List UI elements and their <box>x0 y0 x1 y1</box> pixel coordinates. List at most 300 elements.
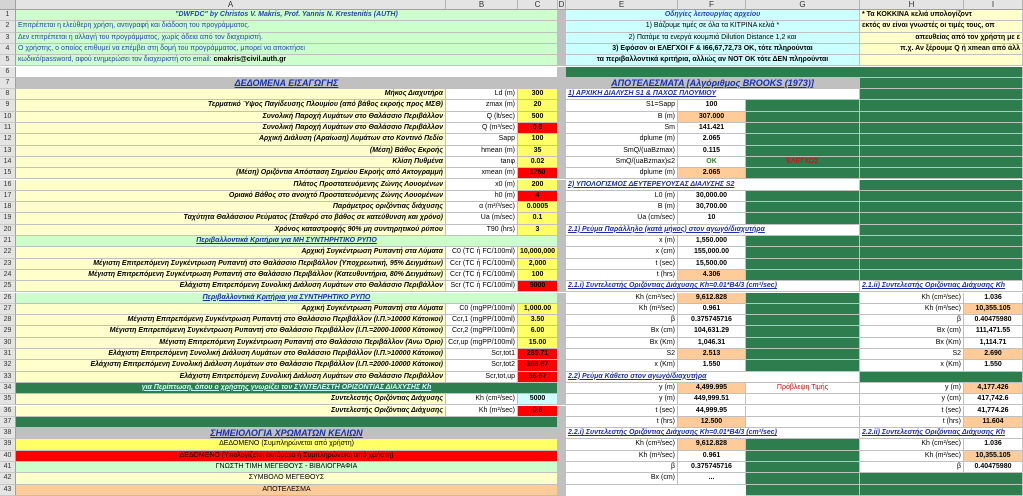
crit1-row-4-value[interactable]: 5000 <box>518 281 558 292</box>
input-row-10-value[interactable]: 4 <box>518 191 558 202</box>
license-contact <box>16 55 558 66</box>
row-header-29[interactable]: 29 <box>0 326 16 337</box>
column-header-h[interactable]: H <box>860 0 964 10</box>
crit2-row-4-value[interactable]: 15.00 <box>518 338 558 349</box>
spacer-cell <box>558 67 566 78</box>
s1-row-1-symbol: S1=Sapp <box>566 100 678 111</box>
input-row-13-value[interactable]: 3 <box>518 225 558 236</box>
input-row-6-label: (Μέση) Βάθος Εκροής <box>16 146 446 157</box>
s22i-row-3-symbol: β <box>566 462 678 473</box>
row-header-43[interactable]: 43 <box>0 485 16 496</box>
s22-row-1-value: 4,499.995 <box>678 383 746 394</box>
spacer-cell <box>558 383 566 394</box>
s21-row-1-symbol: x (m) <box>566 236 678 247</box>
sheet-row-38 <box>16 428 1023 439</box>
sheet-row-35 <box>16 394 1023 405</box>
crit1-row-4-symbol: Scr (TC ή FC/100ml) <box>446 281 518 292</box>
right-green <box>860 180 1023 191</box>
result-gap <box>746 270 860 281</box>
note-line-2: εκτός αν είναι γνωστές οι τιμές τους, οπ <box>860 21 1023 32</box>
row-header-34[interactable]: 34 <box>0 383 16 394</box>
input-row-1-label: Μήκος Διαχυτήρα <box>16 89 446 100</box>
column-header-b[interactable]: B <box>446 0 518 10</box>
right-green <box>860 236 1023 247</box>
input-row-10-label: Οριακό Βάθος στο ανοιχτό Προστατευόμενης Ζώνης Λουομένων <box>16 191 446 202</box>
sheet-row-26 <box>16 293 1023 304</box>
select-all-corner[interactable] <box>0 0 16 10</box>
column-header-c[interactable]: C <box>518 0 558 10</box>
sheet-row-31 <box>16 349 1023 360</box>
sheet-row-24 <box>16 270 1023 281</box>
sheet-row-8 <box>16 89 1023 100</box>
s22i-row-2-value: 0.961 <box>678 451 746 462</box>
crit2-row-6-symbol: Scr,tot2 <box>446 360 518 371</box>
crit1-row-2-value[interactable]: 2,000 <box>518 259 558 270</box>
result-gap <box>746 417 860 428</box>
row-header-32[interactable]: 32 <box>0 360 16 371</box>
right-green <box>860 112 1023 123</box>
crit2-row-7-symbol: Scr,tot,up <box>446 372 518 383</box>
s1-row-5-value: 0.115 <box>678 146 746 157</box>
spacer-cell <box>558 134 566 145</box>
legend-item-4: ΣΥΜΒΟΛΟ ΜΕΓΕΘΟΥΣ <box>16 473 558 484</box>
note-line-4: π.χ. Αν ξέρουμε Q ή xmean από άλλ <box>860 44 1023 55</box>
result-section-2-1: 2.1) Ρεύμα Παράλληλο (κατά μήκος) στον αγωγό/διαχυτήρα <box>566 225 860 236</box>
result-section-2-2-ii: 2.2.ii) Συντελεστής Οριζόντιας Διάχυσης Kh <box>860 428 1023 439</box>
legend-item-3: ΓΝΩΣΤΗ ΤΙΜΗ ΜΕΓΕΘΟΥΣ - ΒΙΒΛΙΟΓΡΑΦΙΑ <box>16 462 558 473</box>
input-row-8-symbol: xmean (m) <box>446 168 518 179</box>
right-green <box>860 78 1023 89</box>
crit2-row-3-symbol: Ccr,2 (mgPP/100ml) <box>446 326 518 337</box>
right-green <box>860 225 1023 236</box>
s22-row-4-symbol: t (hrs) <box>566 417 678 428</box>
s22ii-row-3-symbol: β <box>860 462 964 473</box>
instruction-2: 2) Πατάμε τα ενεργά κουμπιά Dilution Distance 1,2 και <box>566 33 860 44</box>
spacer-cell <box>558 123 566 134</box>
input-row-12-value[interactable]: 0.1 <box>518 213 558 224</box>
input-row-3-value[interactable]: 500 <box>518 112 558 123</box>
s21ii-row-1-symbol: Kh (cm²/sec) <box>860 293 964 304</box>
license-line-3: Ο χρήστης, ο οποίος επιθυμεί να επέμβει στη δομή του προγράμματος, μπορεί να αποκτήσει <box>16 44 558 55</box>
spacer-cell <box>558 146 566 157</box>
crit2-row-1-value[interactable]: 1,000.00 <box>518 304 558 315</box>
spacer-cell <box>558 462 566 473</box>
row-header-2[interactable]: 2 <box>0 21 16 32</box>
s21i-row-5-symbol: Bx (Km) <box>566 338 678 349</box>
s21ii-row-5-value: 1,114.71 <box>964 338 1023 349</box>
row-header-23[interactable]: 23 <box>0 259 16 270</box>
input-row-2-label: Τερματικό Ύψος Παγίδευσης Πλουμίου (από βάθος εκροής προς ΜΣΘ) <box>16 100 446 111</box>
crit2-row-6-value[interactable]: 166.67 <box>518 360 558 371</box>
result-gap <box>746 259 860 270</box>
s22ii-row-3-value: 0.40475980 <box>964 462 1023 473</box>
legend-item-1: ΔΕΔΟΜΕΝΟ (Συμπληρώνεται από χρήστη) <box>16 439 558 450</box>
result-section-2-1-i: 2.1.i) Συντελεστής Οριζόντιας Διάχυσης Kh=0.01*B4/3 (cm²/sec) <box>566 281 860 292</box>
results-header: ΑΠΟΤΕΛΕΣΜΑΤΑ [Αλγόριθμος BROOKS (1973)] <box>566 78 860 89</box>
result-gap <box>746 326 860 337</box>
input-row-9-label: Πλάτος Προστατευόμενης Ζώνης Λουομένων <box>16 180 446 191</box>
s22-row-1-symbol: y (m) <box>566 383 678 394</box>
spacer-cell <box>558 293 566 304</box>
input-row-3-label: Συνολική Παροχή Λυμάτων στο Θαλάσσιο Περιβάλλον <box>16 112 446 123</box>
s21i-row-6-symbol: S2 <box>566 349 678 360</box>
input-row-12-symbol: Ua (m/sec) <box>446 213 518 224</box>
right-s22-row-4-value: 11.604 <box>964 417 1023 428</box>
criteria-conservative-header: Περιβαλλοντικά Κριτήρια για ΣΥΝΤΗΡΗΤΙΚΟ ΡΥΠΟ <box>16 293 558 304</box>
result-gap <box>746 394 860 405</box>
s2-row-2-symbol: B (m) <box>566 202 678 213</box>
legend-item-5: ΑΠΟΤΕΛΕΣΜΑ <box>16 485 558 496</box>
row-header-12[interactable]: 12 <box>0 134 16 145</box>
row-header-37[interactable]: 37 <box>0 417 16 428</box>
s21-row-3-value: 15,500.00 <box>678 259 746 270</box>
crit1-row-3-symbol: Ccr (TC ή FC/100ml) <box>446 270 518 281</box>
s21ii-row-4-value: 111,471.55 <box>964 326 1023 337</box>
s21ii-row-7-value: 1.550 <box>964 360 1023 371</box>
input-row-5-value[interactable]: 100 <box>518 134 558 145</box>
s1-row-3-value: 141.421 <box>678 123 746 134</box>
right-green <box>860 247 1023 258</box>
crit1-row-2-label: Μέγιστη Επιτρεπόμενη Συγκέντρωση Ρυπαντή στο Θαλάσσιο Περιβάλλον (Υποχρεωτική, 95% Δειγμάτων) <box>16 259 446 270</box>
spacer-cell <box>558 236 566 247</box>
crit2-row-3-value[interactable]: 6.00 <box>518 326 558 337</box>
crit2-row-5-value[interactable]: 285.71 <box>518 349 558 360</box>
s21-row-2-value: 155,000.00 <box>678 247 746 258</box>
s21ii-row-1-value: 1.036 <box>964 293 1023 304</box>
sheet-row-5 <box>16 55 1023 66</box>
row-header-9[interactable]: 9 <box>0 100 16 111</box>
s21ii-row-4-symbol: Bx (cm) <box>860 326 964 337</box>
row-header-38[interactable]: 38 <box>0 428 16 439</box>
crit2-row-6-label: Ελάχιστη Επιτρεπόμενη Συνολική Διάλυση Λυμάτων στο Θαλάσσιο Περιβάλλον (Ι.Π.=2000-10000 Κάτοικοι) <box>16 360 446 371</box>
row-header-16[interactable]: 16 <box>0 180 16 191</box>
crit2-row-5-label: Ελάχιστη Επιτρεπόμενη Συνολική Διάλυση Λυμάτων στο Θαλάσσιο Περιβάλλον (Ι.Π.>10000 Κάτοικοι) <box>16 349 446 360</box>
s2-row-3-symbol: Ua (cm/sec) <box>566 213 678 224</box>
row-header-39[interactable]: 39 <box>0 439 16 450</box>
s22-row-4-value: 12.500 <box>678 417 746 428</box>
note-line-1: * Τα ΚΟΚΚΙΝΑ κελιά υπολογίζοντ <box>860 10 1023 21</box>
s22i-row-3-value: 0.375745716 <box>678 462 746 473</box>
row-header-11[interactable]: 11 <box>0 123 16 134</box>
legend-header: ΣΗΜΕΙΟΛΟΓΙΑ ΧΡΩΜΑΤΩΝ ΚΕΛΙΩΝ <box>16 428 558 439</box>
instruction-1: 1) Βάζουμε τιμές σε όλα τα ΚΙΤΡΙΝΑ κελιά * <box>566 21 860 32</box>
result-gap <box>746 202 860 213</box>
row-header-7[interactable]: 7 <box>0 78 16 89</box>
result-gap <box>746 112 860 123</box>
result-gap <box>746 134 860 145</box>
spacer-cell <box>558 451 566 462</box>
s21i-row-1-symbol: Kh (cm²/sec) <box>566 293 678 304</box>
row-header-5[interactable]: 5 <box>0 55 16 66</box>
s22-row-2-value: 449,999.51 <box>678 394 746 405</box>
sheet-row-23 <box>16 259 1023 270</box>
column-header-a[interactable]: A <box>16 0 446 10</box>
crit2-row-4-symbol: Ccr,up (mgPP/100ml) <box>446 338 518 349</box>
row-header-3[interactable]: 3 <box>0 33 16 44</box>
result-gap <box>746 213 860 224</box>
result-gap <box>746 349 860 360</box>
row-header-10[interactable]: 10 <box>0 112 16 123</box>
input-row-4-value[interactable]: 0.5 <box>518 123 558 134</box>
s1-row-7-value: 2.065 <box>678 168 746 179</box>
s2-row-1-symbol: L0 (m) <box>566 191 678 202</box>
right-green <box>860 270 1023 281</box>
input-row-2-value[interactable]: 20 <box>518 100 558 111</box>
spacer-cell <box>558 78 566 89</box>
spacer-cell <box>558 55 566 66</box>
crit1-row-4-label: Ελάχιστη Επιτρεπόμενη Συνολική Διάλυση Λυμάτων στο Θαλάσσιο Περιβάλλον <box>16 281 446 292</box>
right-green <box>860 146 1023 157</box>
result-section-2-2: 2.2) Ρεύμα Κάθετο στον αγωγό/διαχυτήρα <box>566 372 860 383</box>
result-gap: ΕΛΕΓΧΟΣ <box>746 157 860 168</box>
crit1-row-3-value[interactable]: 100 <box>518 270 558 281</box>
kh-row-1-value[interactable]: 5000 <box>518 394 558 405</box>
s22-row-3-value: 44,999.95 <box>678 406 746 417</box>
result-gap <box>746 100 860 111</box>
crit2-row-2-value[interactable]: 3.50 <box>518 315 558 326</box>
row-header-42[interactable]: 42 <box>0 473 16 484</box>
result-gap <box>746 462 860 473</box>
crit2-row-7-value[interactable]: 66.67 <box>518 372 558 383</box>
s21i-row-7-symbol: x (Km) <box>566 360 678 371</box>
row-header-17[interactable]: 17 <box>0 191 16 202</box>
s21i-row-3-symbol: β <box>566 315 678 326</box>
spacer-cell <box>558 112 566 123</box>
sheet-row-2 <box>16 21 1023 32</box>
result-gap <box>746 485 860 496</box>
s1-row-2-value: 307.000 <box>678 112 746 123</box>
spacer-cell <box>558 180 566 191</box>
result-section-2-1-ii: 2.1.ii) Συντελεστής Οριζόντιας Διάχυσης Kh <box>860 281 1023 292</box>
right-green <box>860 157 1023 168</box>
s21i-row-2-value: 0.961 <box>678 304 746 315</box>
crit2-row-4-label: Μέγιστη Επιτρεπόμενη Συγκέντρωση Ρυπαντή στο Θαλάσσιο Περιβάλλον (Άνω Όριο) <box>16 338 446 349</box>
right-s22-row-1-value: 4,177.426 <box>964 383 1023 394</box>
crit2-row-5-symbol: Scr,tot1 <box>446 349 518 360</box>
right-green <box>860 168 1023 179</box>
s1-row-3-symbol: Sm <box>566 123 678 134</box>
row-header-18[interactable]: 18 <box>0 202 16 213</box>
row-header-4[interactable]: 4 <box>0 44 16 55</box>
s21ii-row-2-symbol: Kh (m²/sec) <box>860 304 964 315</box>
sheet-row-19 <box>16 213 1023 224</box>
sheet-row-22 <box>16 247 1023 258</box>
sheet-row-20 <box>16 225 1023 236</box>
row-header-26[interactable]: 26 <box>0 293 16 304</box>
spacer-cell <box>558 157 566 168</box>
s22i-row-1-symbol: Kh (cm²/sec) <box>566 439 678 450</box>
crit1-row-2-symbol: Ccr (TC ή FC/100ml) <box>446 259 518 270</box>
s2-row-3-value: 10 <box>678 213 746 224</box>
column-header-e[interactable]: E <box>566 0 678 10</box>
column-header-i[interactable]: I <box>964 0 1023 10</box>
spacer-cell <box>558 406 566 417</box>
s21ii-row-7-symbol: x (Km) <box>860 360 964 371</box>
result-gap <box>746 123 860 134</box>
s21i-row-4-value: 104,631.29 <box>678 326 746 337</box>
sheet-row-37 <box>16 417 1023 428</box>
s22i-row-4-value: ... <box>678 473 746 484</box>
s22ii-row-1-value: 1.036 <box>964 439 1023 450</box>
spacer-cell <box>558 360 566 371</box>
result-gap: Πρόβλεψη Τιμής <box>746 383 860 394</box>
s21i-row-2-symbol: Kh (m²/sec) <box>566 304 678 315</box>
program-title: "DWFDC" by Christos V. Makris, Prof. Yannis N. Krestenitis (AUTH) <box>16 10 558 21</box>
crit1-row-1-value[interactable]: 10,000,000 <box>518 247 558 258</box>
s21i-row-5-value: 1,046.31 <box>678 338 746 349</box>
spacer-cell <box>558 417 566 428</box>
s21ii-row-5-symbol: Bx (Km) <box>860 338 964 349</box>
row-header-14[interactable]: 14 <box>0 157 16 168</box>
s21ii-row-3-value: 0.40475980 <box>964 315 1023 326</box>
row-header-28[interactable]: 28 <box>0 315 16 326</box>
row-header-36[interactable]: 36 <box>0 406 16 417</box>
spacer-cell <box>558 168 566 179</box>
column-header-d[interactable]: D <box>558 0 565 9</box>
s2-row-1-value: 30,000.00 <box>678 191 746 202</box>
spacer-cell <box>558 428 566 439</box>
row-header-33[interactable]: 33 <box>0 372 16 383</box>
s21i-row-3-value: 0.375745716 <box>678 315 746 326</box>
instruction-3: 3) Εφόσον οι ΕΛΕΓΧΟΙ F & I66,67,72,73 OK, τότε πληρούνται <box>566 44 860 55</box>
crit2-row-7-label: Ελάχιστη Επιτρεπόμενη Συνολική Διάλυση Λυμάτων στο Θαλάσσιο Περιβάλλον <box>16 372 446 383</box>
row-header-31[interactable]: 31 <box>0 349 16 360</box>
column-header-g[interactable]: G <box>746 0 860 10</box>
right-green <box>860 485 1023 496</box>
result-gap <box>746 315 860 326</box>
sheet-row-39 <box>16 439 1023 450</box>
spacer-cell <box>558 247 566 258</box>
column-header-f[interactable]: F <box>678 0 746 10</box>
spacer-cell <box>558 225 566 236</box>
result-gap <box>746 191 860 202</box>
input-row-7-label: Κλίση Πυθμένα <box>16 157 446 168</box>
result-gap <box>746 451 860 462</box>
right-green <box>860 89 1023 100</box>
instructions-title: Οδηγίες λειτουργίας αρχείου <box>566 10 860 21</box>
sheet-row-6 <box>16 67 1023 78</box>
kh-row-2-value[interactable]: 0.5 <box>518 406 558 417</box>
sheet-row-3 <box>16 33 1023 44</box>
input-row-10-symbol: h0 (m) <box>446 191 518 202</box>
s21ii-row-6-symbol: S2 <box>860 349 964 360</box>
note-blank <box>860 55 1023 66</box>
input-row-8-label: (Μέση) Οριζόντια Απόσταση Σημείου Εκροής από Ακτογραμμή <box>16 168 446 179</box>
input-row-2-symbol: zmax (m) <box>446 100 518 111</box>
s1-row-6-value: OK <box>678 157 746 168</box>
s22ii-row-1-symbol: Kh (cm²/sec) <box>860 439 964 450</box>
row-header-25[interactable]: 25 <box>0 281 16 292</box>
sheet-row-4 <box>16 44 1023 55</box>
row-header-41[interactable]: 41 <box>0 462 16 473</box>
input-row-6-value[interactable]: 35 <box>518 146 558 157</box>
s21-row-2-symbol: x (cm) <box>566 247 678 258</box>
input-row-1-value[interactable]: 300 <box>518 89 558 100</box>
row-header-19[interactable]: 19 <box>0 213 16 224</box>
spacer-cell <box>558 89 566 100</box>
input-row-11-value[interactable]: 0.0005 <box>518 202 558 213</box>
row-header-40[interactable]: 40 <box>0 451 16 462</box>
spacer-cell <box>558 10 566 21</box>
input-row-3-symbol: Q (lt/sec) <box>446 112 518 123</box>
kh-known-header: για Περίπτωση, όπου ο χρήστης γνωρίζει τον ΣΥΝΤΕΛΕΣΤΗ ΟΡΙΖΟΝΤΙΑΣ ΔΙΑΧΥΣΗΣ Kh <box>16 383 558 394</box>
input-row-1-symbol: Ld (m) <box>446 89 518 100</box>
input-row-7-value[interactable]: 0.02 <box>518 157 558 168</box>
s21i-row-6-value: 2.513 <box>678 349 746 360</box>
row-header-8[interactable]: 8 <box>0 89 16 100</box>
spacer-cell <box>558 44 566 55</box>
row-header-13[interactable]: 13 <box>0 146 16 157</box>
s1-row-6-symbol: SmQ/(uaBzmax)≤2 <box>566 157 678 168</box>
row-header-20[interactable]: 20 <box>0 225 16 236</box>
right-s22-row-2-symbol: y (cm) <box>860 394 964 405</box>
row-header-24[interactable]: 24 <box>0 270 16 281</box>
row-header-30[interactable]: 30 <box>0 338 16 349</box>
row-header-6[interactable]: 6 <box>0 67 16 78</box>
s21i-row-1-value: 9,612.828 <box>678 293 746 304</box>
row-header-21[interactable]: 21 <box>0 236 16 247</box>
blank-row-right <box>566 67 1023 78</box>
s21ii-row-6-value: 2.690 <box>964 349 1023 360</box>
row-header-1[interactable]: 1 <box>0 10 16 21</box>
spacer-cell <box>558 485 566 496</box>
sheet-row-16 <box>16 180 1023 191</box>
s21i-row-4-symbol: Bx (cm) <box>566 326 678 337</box>
right-green <box>860 100 1023 111</box>
contact-text: κωδικό/password, αφού ενημερώσει τον διαχειριστή στο email: <box>18 56 212 64</box>
s21ii-row-3-symbol: β <box>860 315 964 326</box>
result-gap <box>746 406 860 417</box>
input-row-9-symbol: x0 (m) <box>446 180 518 191</box>
row-header-27[interactable]: 27 <box>0 304 16 315</box>
result-gap <box>746 293 860 304</box>
contact-email[interactable]: cmakris@civil.auth.gr <box>211 56 287 64</box>
crit1-row-1-label: Αρχική Συγκέντρωση Ρυπαντή στα Λύματα <box>16 247 446 258</box>
right-green <box>860 202 1023 213</box>
right-green <box>860 372 1023 383</box>
result-gap <box>746 473 860 484</box>
spacer-cell <box>558 202 566 213</box>
spacer-cell <box>558 315 566 326</box>
crit2-row-1-label: Αρχική Συγκέντρωση Ρυπαντή στα Λύματα <box>16 304 446 315</box>
s21-row-4-symbol: t (hrs) <box>566 270 678 281</box>
kh-row-1-symbol: Kh (cm²/sec) <box>446 394 518 405</box>
sheet-row-32 <box>16 360 1023 371</box>
input-row-9-value[interactable]: 200 <box>518 180 558 191</box>
result-gap <box>746 338 860 349</box>
sheet-row-18 <box>16 202 1023 213</box>
s1-row-2-symbol: B (m) <box>566 112 678 123</box>
spacer-cell <box>558 439 566 450</box>
sheet-row-7 <box>16 78 1023 89</box>
note-line-3: απευθείας από τον χρήστη με ε <box>860 33 1023 44</box>
input-row-13-label: Χρόνος καταστροφής 90% μη συντηρητικού ρύπου <box>16 225 446 236</box>
input-row-8-value[interactable]: 1750 <box>518 168 558 179</box>
result-section-1: 1) ΑΡΧΙΚΗ ΔΙΑΛΥΣΗ S1 & ΠΑΧΟΣ ΠΛΟΥΜΙΟΥ <box>566 89 860 100</box>
row-header-15[interactable]: 15 <box>0 168 16 179</box>
spacer-cell <box>558 191 566 202</box>
right-green <box>860 259 1023 270</box>
result-gap <box>746 168 860 179</box>
s22i-row-1-value: 9,612.828 <box>678 439 746 450</box>
row-header-22[interactable]: 22 <box>0 247 16 258</box>
spacer-cell <box>558 281 566 292</box>
sheet-row-34 <box>16 383 1023 394</box>
input-row-7-symbol: tanφ <box>446 157 518 168</box>
s1-row-7-symbol: dplume (m) <box>566 168 678 179</box>
row-header-35[interactable]: 35 <box>0 394 16 405</box>
spacer-cell <box>558 394 566 405</box>
